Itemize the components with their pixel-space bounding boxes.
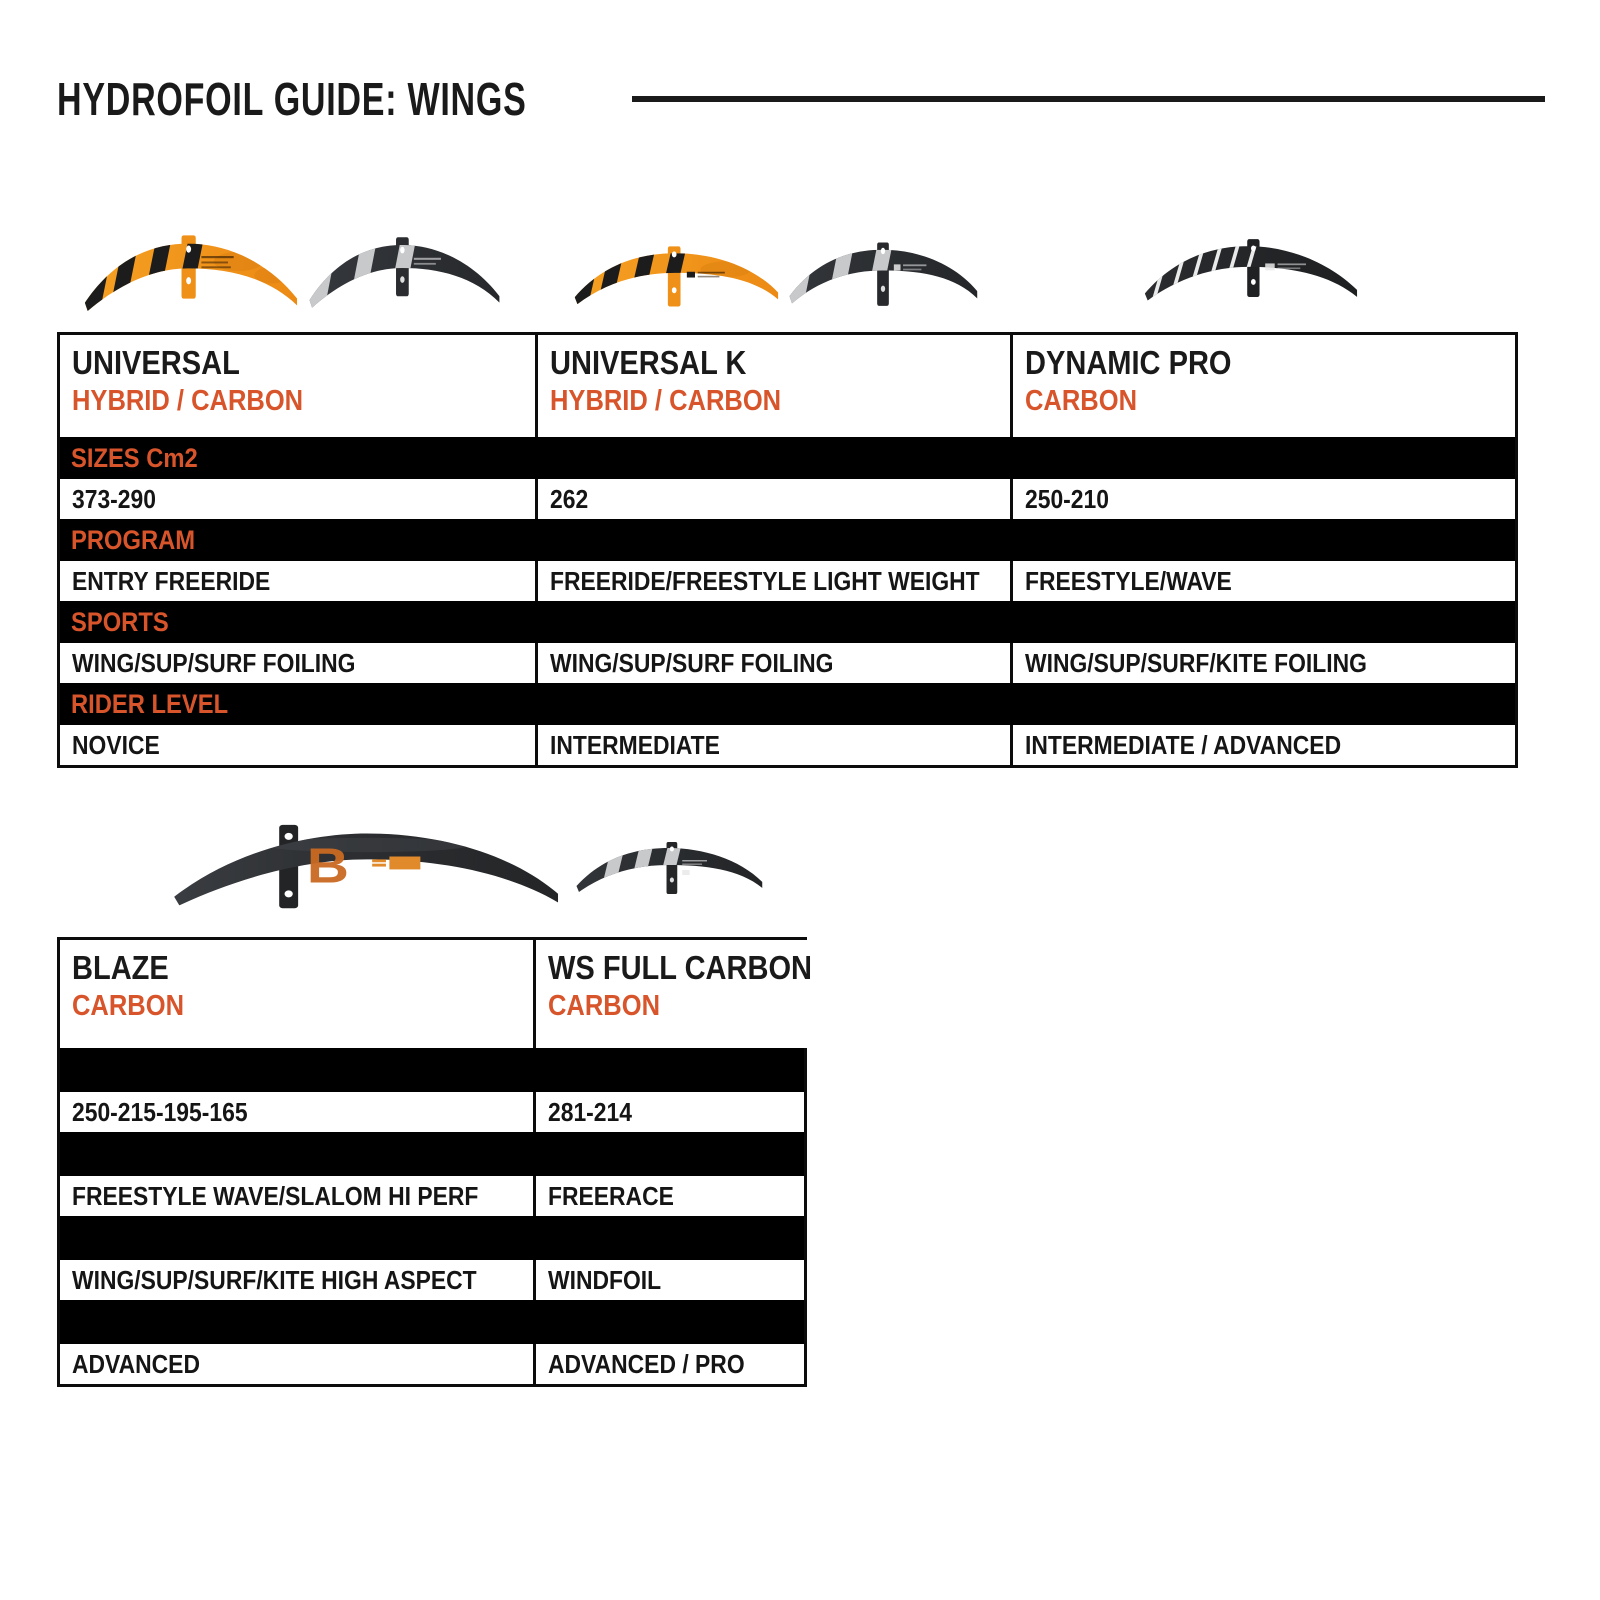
page-header	[57, 72, 1545, 126]
wings-spec-table-bottom	[57, 937, 813, 1387]
sports-blaze: WING/SUP/SURF/KITE HIGH ASPECT	[72, 1264, 477, 1295]
model-construction: CARBON	[548, 989, 661, 1022]
sports-ws-full-carbon: WINDFOIL	[548, 1264, 662, 1295]
rider-level-dynamic-pro: INTERMEDIATE / ADVANCED	[1025, 729, 1342, 760]
model-name: WS FULL CARBON	[548, 949, 813, 986]
rider-level-ws-full-carbon: ADVANCED / PRO	[548, 1348, 745, 1379]
sports-universal: WING/SUP/SURF FOILING	[72, 647, 356, 678]
sports-band-label: SPORTS	[71, 606, 169, 637]
model-header-dynamic-pro	[1010, 335, 1515, 437]
model-construction: HYBRID / CARBON	[72, 384, 304, 417]
model-header-ws-full-carbon	[533, 940, 860, 1048]
model-name: BLAZE	[72, 949, 169, 986]
program-values-row	[60, 1176, 804, 1216]
model-header-blaze	[60, 940, 533, 1048]
sizes-universal: 373-290	[72, 483, 156, 514]
rider-level-blaze: ADVANCED	[72, 1348, 200, 1379]
dynamic-pro-wing-image	[1142, 238, 1360, 312]
model-header-row	[60, 335, 1515, 437]
sports-band	[60, 1216, 804, 1260]
program-values-row	[60, 561, 1515, 601]
blaze-logo-letter: B	[306, 838, 350, 894]
rider-level-values-row	[60, 725, 1515, 765]
sizes-values-row	[60, 479, 1515, 519]
program-universal: ENTRY FREERIDE	[72, 565, 271, 596]
model-construction: CARBON	[1025, 384, 1138, 417]
sports-band	[60, 601, 1515, 643]
program-dynamic-pro: FREESTYLE/WAVE	[1025, 565, 1232, 596]
wings-spec-table-top	[57, 332, 1518, 768]
sizes-universal-k: 262	[550, 483, 589, 514]
sports-values-row	[60, 643, 1515, 683]
sizes-ws-full-carbon: 281-214	[548, 1096, 632, 1127]
universal-k-carbon-wing-image	[787, 240, 979, 318]
program-ws-full-carbon: FREERACE	[548, 1180, 674, 1211]
model-name: UNIVERSAL K	[550, 344, 747, 381]
model-construction: HYBRID / CARBON	[550, 384, 782, 417]
program-band	[60, 1132, 804, 1176]
model-name: UNIVERSAL	[72, 344, 240, 381]
ws-full-carbon-wing-image	[574, 840, 764, 904]
program-blaze: FREESTYLE WAVE/SLALOM HI PERF	[72, 1180, 479, 1211]
sizes-band	[60, 437, 1515, 479]
rider-level-values-row	[60, 1344, 804, 1384]
rider-level-band	[60, 1300, 804, 1344]
blaze-wing-image	[169, 822, 565, 914]
sizes-band-label: SIZES Cm2	[71, 442, 198, 473]
rider-level-band	[60, 683, 1515, 725]
model-header-row	[60, 940, 813, 1048]
sizes-values-row	[60, 1092, 804, 1132]
sizes-dynamic-pro: 250-210	[1025, 483, 1109, 514]
sizes-band	[60, 1048, 804, 1092]
bottom-wings-row	[57, 816, 807, 920]
rider-level-universal: NOVICE	[72, 729, 160, 760]
program-band	[60, 519, 1515, 561]
program-universal-k: FREERIDE/FREESTYLE LIGHT WEIGHT	[550, 565, 980, 596]
rider-level-universal-k: INTERMEDIATE	[550, 729, 720, 760]
model-header-universal-k	[535, 335, 1010, 437]
model-header-universal	[60, 335, 535, 437]
title-rule-line	[632, 96, 1546, 102]
rider-level-band-label: RIDER LEVEL	[71, 688, 229, 719]
program-band-label: PROGRAM	[71, 524, 196, 555]
sizes-blaze: 250-215-195-165	[72, 1096, 248, 1127]
sports-universal-k: WING/SUP/SURF FOILING	[550, 647, 834, 678]
universal-k-hybrid-wing-image	[572, 244, 780, 318]
sports-dynamic-pro: WING/SUP/SURF/KITE FOILING	[1025, 647, 1367, 678]
model-name: DYNAMIC PRO	[1025, 344, 1232, 381]
universal-carbon-wing-image	[307, 236, 502, 318]
sports-values-row	[60, 1260, 804, 1300]
top-wings-row	[57, 222, 1518, 330]
model-construction: CARBON	[72, 989, 185, 1022]
page-title: HYDROFOIL GUIDE: WINGS	[57, 73, 527, 125]
universal-hybrid-wing-image	[82, 234, 300, 322]
